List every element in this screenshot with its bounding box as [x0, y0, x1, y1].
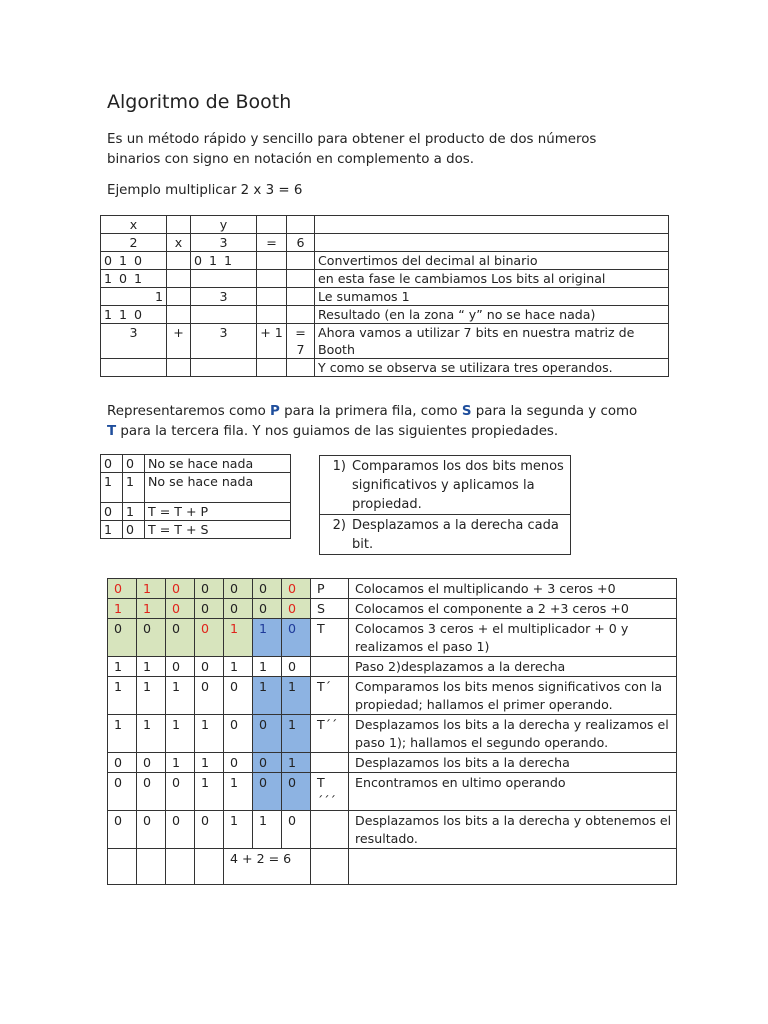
- property-cell: T = T + P: [145, 503, 291, 521]
- table-cell: 6: [287, 234, 315, 252]
- table-cell: 3: [191, 234, 257, 252]
- bit-cell: 0: [108, 811, 137, 849]
- table-cell: Resultado (en la zona “ y” no se hace nada): [315, 306, 669, 324]
- row-description: Desplazamos los bits a la derecha y realizamos el paso 1); hallamos el segundo operando.: [349, 715, 677, 753]
- bit-cell: 1: [137, 579, 166, 599]
- table-cell: =: [257, 234, 287, 252]
- booth-row: [108, 753, 677, 773]
- s-label: S: [461, 404, 472, 419]
- table-cell: [191, 306, 257, 324]
- table-row: [101, 270, 669, 288]
- property-cell: No se hace nada: [145, 455, 291, 473]
- table-cell: [257, 216, 287, 234]
- bit-cell: 0: [137, 619, 166, 657]
- bit-cell: 0: [137, 811, 166, 849]
- bit-cell: 0: [224, 579, 253, 599]
- empty-cell: [311, 849, 349, 885]
- row-label: [311, 657, 349, 677]
- booth-row: [108, 773, 677, 811]
- bit-cell: 0: [282, 811, 311, 849]
- table-cell: [101, 359, 167, 377]
- row-description: Colocamos el multiplicando + 3 ceros +0: [349, 579, 677, 599]
- table-cell: 0 1 1: [191, 252, 257, 270]
- table-cell: [315, 216, 669, 234]
- step-text: Desplazamos a la derecha cada bit.: [352, 518, 559, 552]
- table-cell: = 7: [287, 324, 315, 359]
- booth-row: [108, 811, 677, 849]
- booth-row: [108, 715, 677, 753]
- example-text: Ejemplo multiplicar 2 x 3 = 6: [107, 183, 303, 198]
- bit-cell: 1: [195, 715, 224, 753]
- bit-cell: 0: [224, 599, 253, 619]
- property-cell: 0: [101, 455, 123, 473]
- bit-cell: 0: [195, 677, 224, 715]
- bit-cell: 1: [195, 773, 224, 811]
- table-cell: [287, 359, 315, 377]
- table-cell: 1 1 0: [101, 306, 167, 324]
- properties-table: [100, 454, 291, 539]
- table-cell: +: [167, 324, 191, 359]
- table-cell: [287, 270, 315, 288]
- bit-cell: 1: [253, 619, 282, 657]
- intro-line-2: binarios con signo en notación en complemento a dos.: [107, 152, 475, 167]
- table-cell: [257, 252, 287, 270]
- table-cell: 1: [101, 288, 167, 306]
- row-description: Paso 2)desplazamos a la derecha: [349, 657, 677, 677]
- bit-cell: 1: [253, 811, 282, 849]
- bit-cell: 0: [282, 773, 311, 811]
- booth-table-body: [108, 579, 677, 885]
- bit-cell: 0: [195, 619, 224, 657]
- row-label: [311, 811, 349, 849]
- bit-cell: 0: [166, 811, 195, 849]
- empty-cell: [137, 849, 166, 885]
- row-label: P: [311, 579, 349, 599]
- empty-cell: [195, 849, 224, 885]
- step-row: [320, 515, 571, 555]
- table-row: [101, 234, 669, 252]
- bit-cell: 1: [137, 677, 166, 715]
- table-row: [101, 252, 669, 270]
- represent-text-2: para la primera fila, como: [279, 404, 462, 419]
- step-list: [320, 516, 566, 554]
- table-cell: [167, 288, 191, 306]
- step-number: 1): [332, 459, 346, 474]
- bit-cell: 1: [224, 811, 253, 849]
- booth-row: [108, 619, 677, 657]
- bit-cell: 0: [166, 657, 195, 677]
- table-cell: [167, 359, 191, 377]
- bit-cell: 1: [224, 657, 253, 677]
- bit-cell: 1: [282, 715, 311, 753]
- bit-cell: 0: [282, 657, 311, 677]
- bit-cell: 0: [253, 773, 282, 811]
- booth-row: [108, 579, 677, 599]
- table-cell: 2: [101, 234, 167, 252]
- bit-cell: 0: [166, 599, 195, 619]
- table-cell: [191, 270, 257, 288]
- bit-cell: 1: [224, 773, 253, 811]
- bit-cell: 1: [108, 715, 137, 753]
- bit-cell: 0: [224, 715, 253, 753]
- bit-cell: 0: [253, 753, 282, 773]
- row-label: T: [311, 619, 349, 657]
- row-label: S: [311, 599, 349, 619]
- row-description: Encontramos en ultimo operando: [349, 773, 677, 811]
- property-cell: 1: [123, 503, 145, 521]
- table-cell: [167, 216, 191, 234]
- table-cell: x: [167, 234, 191, 252]
- bit-cell: 1: [137, 599, 166, 619]
- table-cell: [257, 270, 287, 288]
- booth-row: [108, 677, 677, 715]
- table-cell: Ahora vamos a utilizar 7 bits en nuestra matriz de Booth: [315, 324, 669, 359]
- bit-cell: 1: [166, 753, 195, 773]
- bit-cell: 1: [224, 619, 253, 657]
- bit-cell: 0: [137, 773, 166, 811]
- bit-cell: 0: [253, 715, 282, 753]
- bit-cell: 0: [108, 579, 137, 599]
- bit-cell: 1: [195, 753, 224, 773]
- bit-cell: 1: [108, 657, 137, 677]
- property-row: [101, 473, 291, 503]
- table-cell: [257, 288, 287, 306]
- property-cell: No se hace nada: [145, 473, 291, 503]
- table-cell: 3: [191, 324, 257, 359]
- bit-cell: 0: [195, 599, 224, 619]
- table-cell: en esta fase le cambiamos Los bits al original: [315, 270, 669, 288]
- booth-table: [107, 578, 677, 885]
- property-cell: 0: [101, 503, 123, 521]
- table-cell: [287, 252, 315, 270]
- table-cell: [315, 234, 669, 252]
- property-cell: 1: [123, 473, 145, 503]
- bit-cell: 0: [195, 657, 224, 677]
- represent-text-1: Representaremos como: [107, 404, 271, 419]
- table-cell: 3: [101, 324, 167, 359]
- bit-cell: 1: [166, 677, 195, 715]
- bit-cell: 0: [224, 753, 253, 773]
- step-text: Comparamos los dos bits menos significativos y aplicamos la propiedad.: [352, 459, 564, 512]
- bit-cell: 1: [137, 657, 166, 677]
- table-row: [101, 324, 669, 359]
- row-description: Desplazamos los bits a la derecha: [349, 753, 677, 773]
- property-cell: T = T + S: [145, 521, 291, 539]
- table-row: [101, 288, 669, 306]
- row-label: T ´´´: [311, 773, 349, 811]
- table-cell: + 1: [257, 324, 287, 359]
- intro-paragraph: [107, 130, 596, 170]
- bit-cell: 0: [195, 579, 224, 599]
- steps-table: [319, 455, 571, 555]
- property-row: [101, 521, 291, 539]
- table-cell: x: [101, 216, 167, 234]
- bit-cell: 1: [108, 599, 137, 619]
- table-row: [101, 216, 669, 234]
- represent-text-3: para la segunda y como: [471, 404, 638, 419]
- bit-cell: 0: [282, 619, 311, 657]
- row-label: [311, 753, 349, 773]
- table-cell: [257, 359, 287, 377]
- final-sum: 4 + 2 = 6: [224, 849, 311, 885]
- table-cell: Y como se observa se utilizara tres operandos.: [315, 359, 669, 377]
- bit-cell: 1: [166, 715, 195, 753]
- bit-cell: 1: [253, 657, 282, 677]
- bit-cell: 0: [108, 753, 137, 773]
- property-cell: 0: [123, 455, 145, 473]
- conversion-table: [100, 215, 669, 377]
- bit-cell: 0: [108, 619, 137, 657]
- table-cell: 1 0 1: [101, 270, 167, 288]
- property-cell: 1: [101, 473, 123, 503]
- table-cell: [287, 216, 315, 234]
- booth-row: [108, 657, 677, 677]
- represent-text-4: para la tercera fila. Y nos guiamos de las siguientes propiedades.: [116, 424, 559, 439]
- page-title: Algoritmo de Booth: [107, 91, 292, 113]
- bit-cell: 0: [253, 599, 282, 619]
- intro-line-1: Es un método rápido y sencillo para obtener el producto de dos números: [107, 132, 597, 147]
- row-description: Colocamos 3 ceros + el multiplicador + 0 y realizamos el paso 1): [349, 619, 677, 657]
- row-description: Desplazamos los bits a la derecha y obtenemos el resultado.: [349, 811, 677, 849]
- bit-cell: 0: [137, 753, 166, 773]
- table-row: [101, 359, 669, 377]
- row-label: T´: [311, 677, 349, 715]
- booth-final-row: [108, 849, 677, 885]
- bit-cell: 0: [282, 579, 311, 599]
- step-cell: [320, 456, 571, 515]
- bit-cell: 0: [166, 579, 195, 599]
- table-cell: [167, 270, 191, 288]
- bit-cell: 0: [166, 619, 195, 657]
- bit-cell: 1: [253, 677, 282, 715]
- property-row: [101, 503, 291, 521]
- represent-paragraph: [107, 402, 637, 442]
- step-cell: [320, 515, 571, 555]
- conversion-table-body: [101, 216, 669, 377]
- table-cell: [167, 252, 191, 270]
- table-cell: [191, 359, 257, 377]
- table-cell: y: [191, 216, 257, 234]
- row-description: Comparamos los bits menos significativos con la propiedad; hallamos el primer operando.: [349, 677, 677, 715]
- step-item: [320, 457, 566, 514]
- row-label: T´´: [311, 715, 349, 753]
- table-cell: Le sumamos 1: [315, 288, 669, 306]
- t-label: T: [107, 424, 117, 439]
- table-cell: [167, 306, 191, 324]
- bit-cell: 0: [108, 773, 137, 811]
- step-number: 2): [332, 518, 346, 533]
- steps-table-body: [320, 456, 571, 555]
- bit-cell: 1: [108, 677, 137, 715]
- bit-cell: 0: [195, 811, 224, 849]
- step-row: [320, 456, 571, 515]
- table-cell: [287, 306, 315, 324]
- table-cell: [287, 288, 315, 306]
- table-row: [101, 306, 669, 324]
- empty-cell: [349, 849, 677, 885]
- table-cell: 0 1 0: [101, 252, 167, 270]
- bit-cell: 0: [224, 677, 253, 715]
- p-label: P: [270, 404, 280, 419]
- bit-cell: 1: [137, 715, 166, 753]
- bit-cell: 0: [282, 599, 311, 619]
- table-cell: 3: [191, 288, 257, 306]
- property-row: [101, 455, 291, 473]
- table-cell: Convertimos del decimal al binario: [315, 252, 669, 270]
- bit-cell: 0: [253, 579, 282, 599]
- booth-row: [108, 599, 677, 619]
- step-list: [320, 457, 566, 514]
- properties-table-body: [101, 455, 291, 539]
- bit-cell: 1: [282, 753, 311, 773]
- property-cell: 1: [101, 521, 123, 539]
- empty-cell: [108, 849, 137, 885]
- bit-cell: 0: [166, 773, 195, 811]
- bit-cell: 1: [282, 677, 311, 715]
- property-cell: 0: [123, 521, 145, 539]
- empty-cell: [166, 849, 195, 885]
- step-item: [320, 516, 566, 554]
- table-cell: [257, 306, 287, 324]
- row-description: Colocamos el componente a 2 +3 ceros +0: [349, 599, 677, 619]
